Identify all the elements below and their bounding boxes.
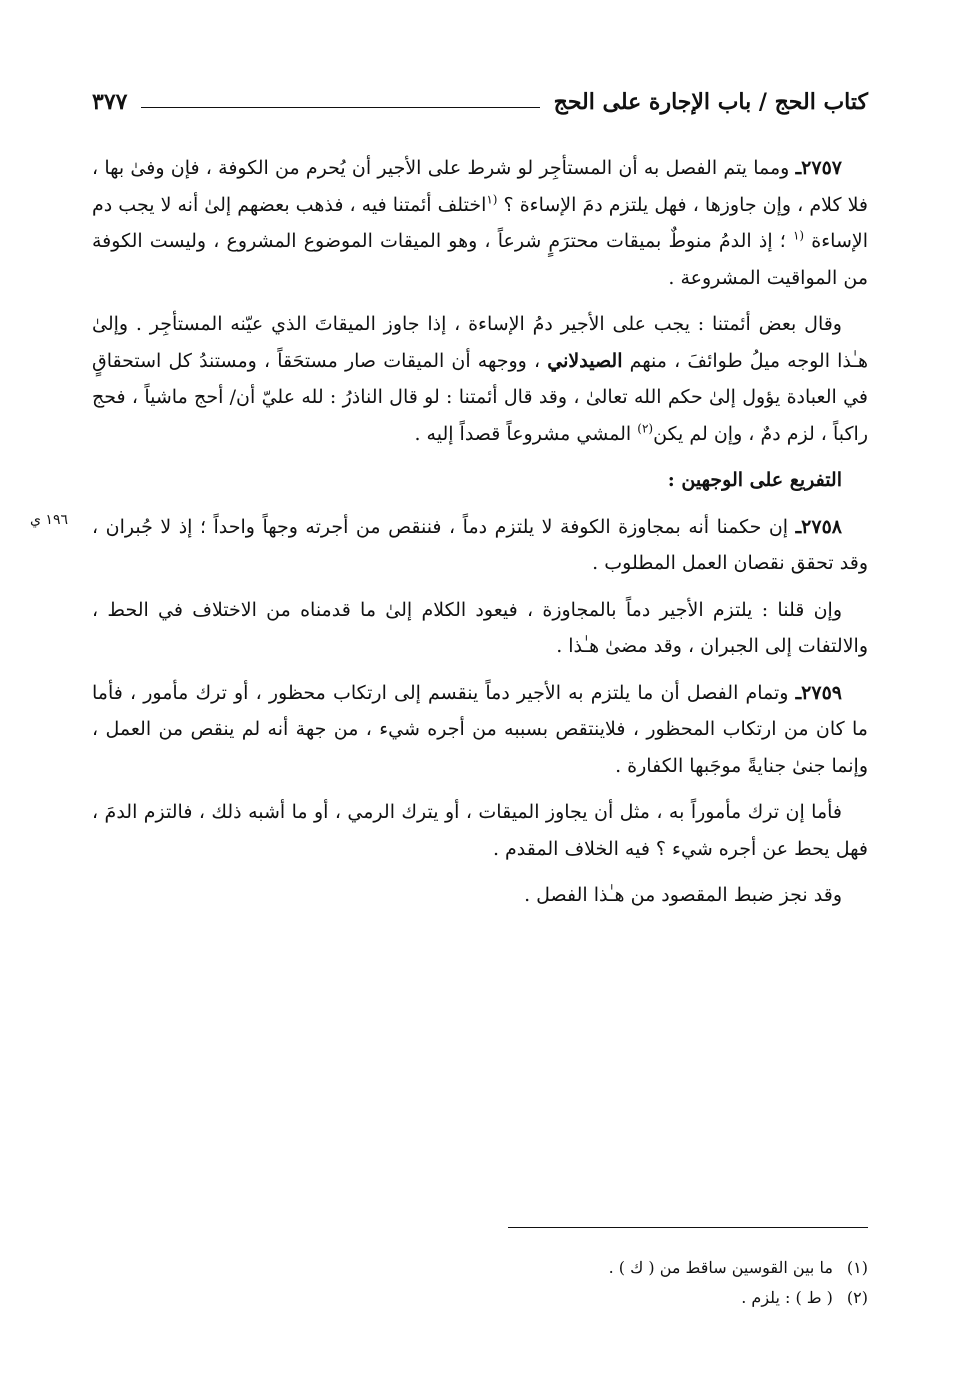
paragraph-2759 (92, 675, 868, 785)
header-rule (141, 107, 539, 108)
footnote-rule (508, 1227, 868, 1228)
footnote-marker: (٢) (637, 421, 654, 436)
footnote-number: (٢) (846, 1288, 868, 1307)
footnote-number: (١) (846, 1258, 868, 1277)
paragraph-number: ٢٧٥٧ـ (795, 157, 842, 179)
footnote-marker: (١ (486, 192, 498, 207)
text-span: إن حكمنا أنه بمجاوزة الكوفة لا يلتزم دماً ، فننقص من أجرته وجهاً واحداً ؛ إذ لا جُبران ، وقد تحقق نقصان العمل المطلوب . (92, 515, 868, 574)
footnote-2 (92, 1283, 868, 1313)
footnote-1 (92, 1253, 868, 1283)
text-span: وتمام الفصل أن ما يلتزم به الأجير دماً ينقسم إلى ارتكاب محظور ، أو ترك مأمور ، فأما ما كان من ارتكاب المحظور ، فلاينتقص بسببه من أجره شيء ، من جهة أنه لم ينقص من العمل ، وإنما جنىٰ جنايةً موجَبها الكفارة . (92, 681, 868, 777)
body-text (92, 150, 868, 924)
page-number: ٣٧٧ (92, 89, 128, 115)
footnote-text: ما بين القوسين ساقط من ( ك ) . (608, 1258, 833, 1277)
paragraph-2757 (92, 150, 868, 296)
paragraph-if-we-say: وإن قلنا : يلتزم الأجير دماً بالمجاوزة ، فيعود الكلام إلىٰ ما قدمناه من الاختلاف في الحط ، والالتفات إلى الجبران ، وقد مضىٰ هـٰذا . (92, 598, 868, 657)
paragraph-if-he-leaves: فأما إن ترك مأموراً به ، مثل أن يجاوز الميقات ، أو يترك الرمي ، أو ما أشبه ذلك ، فالتزم الدمَ ، فهل يحط عن أجره شيء ؟ فيه الخلاف المقدم . (92, 801, 868, 860)
paragraph-number: ٢٧٥٩ـ (795, 681, 842, 704)
footnote-text: ( ط ) : يلزم . (741, 1288, 833, 1307)
footnote-marker: (١ (792, 228, 805, 243)
running-title: كتاب الحج / باب الإجارة على الحج (553, 89, 868, 115)
text-span: اختلف أئمتنا فيه ، فذهب بعضهم إلىٰ أنه لا يجب دم الإساءة (92, 193, 868, 252)
text-span: وقال بعض أئمتنا : يجب على الأجير دمُ الإساءة ، إذا جاوز الميقاتَ الذي عيّنه المستأجِر . وإلىٰ هـٰذا الوجه ميلُ طوائفَ ، منهم (92, 313, 868, 372)
scholar-name: الصيدلاني (547, 349, 623, 372)
paragraph-2758 (92, 509, 868, 582)
footnotes (92, 1253, 868, 1313)
margin-note: ١٩٦ ي (30, 512, 68, 528)
text-span: ؛ إذ الدمُ منوطٌ بميقات محترَمٍ شرعاً ، وهو الميقات الموضوع المشروع ، وليست الكوفة من المواقيت المشروعة . (92, 230, 868, 289)
page-header (92, 82, 868, 122)
paragraph-number: ٢٧٥٨ـ (795, 515, 842, 538)
text-span: ومما يتم الفصل به أن المستأجِر لو شرط على الأجير أن يُحرم من الكوفة ، فإن وفىٰ بها ، فلا كلام ، وإن جاوزها ، فهل يلتزم دمَ الإساءة ؟ (92, 157, 868, 216)
paragraph-conclusion: وقد نجز ضبط المقصود من هـٰذا الفصل . (524, 884, 842, 906)
section-heading: التفريع على الوجهين : (667, 469, 842, 491)
text-span: ، ووجهه أن الميقات صار مستحَقاً ، ومستندُ كل استحقاقٍ في العبادة يؤول إلىٰ حكم الله تعالىٰ ، وقد قال أئمتنا : لو قال الناذرُ : لله عليّ أن/ أحج ماشياً ، فحج راكباً ، لزم دمٌ ، وإن لم يكن (92, 349, 868, 445)
paragraph-some-imams (92, 306, 868, 452)
text-span: المشي مشروعاً قصداً إليه . (414, 422, 638, 445)
